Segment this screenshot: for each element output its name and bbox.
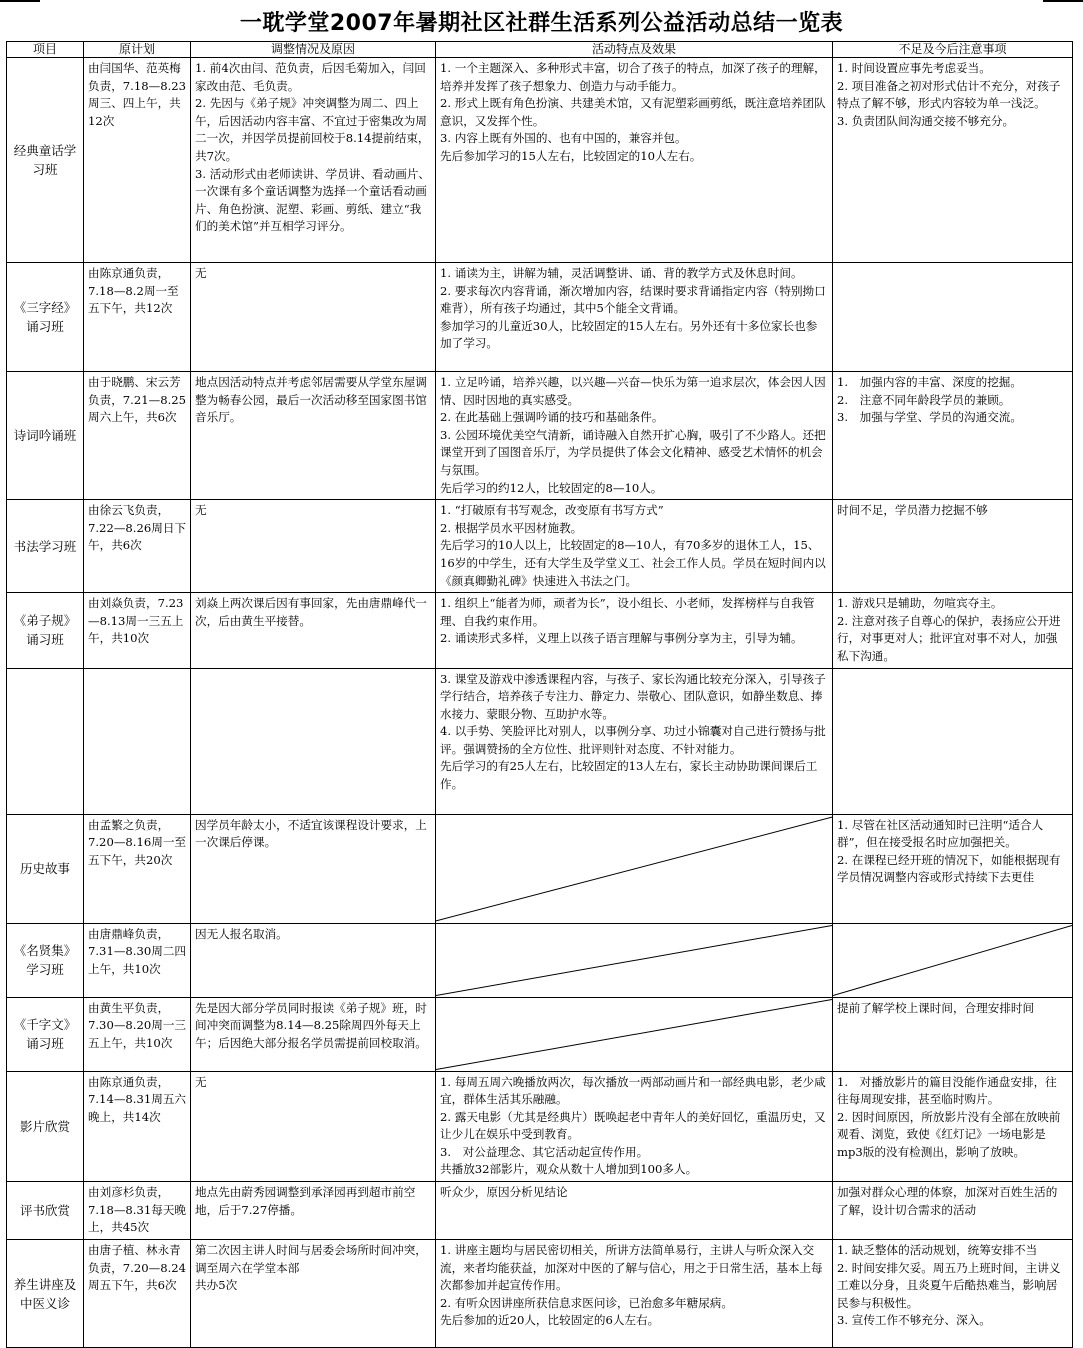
issues-line: 2. 项目准备之初对形式估计不充分，对孩子特点了解不够，形式内容较为单一浅泛。 [837, 78, 1061, 111]
effect-line: 1. “打破原有书写观念，改变原有书写方式” [440, 503, 664, 518]
table-row [7, 263, 1073, 372]
diagonal-strike [436, 998, 832, 1071]
cell-issues [833, 1071, 1073, 1182]
adjust-line: 先是因大部分学员同时报读《弟子规》班，时间冲突而调整为8.14—8.25除周四外每天上午；后因绝大部分报名学员需提前回校取消。 [195, 1000, 427, 1050]
cell-effect [436, 997, 833, 1071]
cell-item: 评书欣赏 [7, 1182, 84, 1240]
issues-line: 2. 注意不同年龄段学员的兼顾。 [837, 392, 1011, 407]
diagonal-strike [833, 924, 1072, 997]
cell-issues [833, 1182, 1073, 1240]
issues-line: 加强对群众心理的体察，加深对百姓生活的了解，设计切合需求的活动 [837, 1185, 1058, 1217]
cell-adjust [191, 923, 436, 997]
cell-adjust [191, 372, 436, 500]
cell-effect [436, 923, 833, 997]
corner-mark-right [1043, 0, 1083, 2]
cell-issues [833, 668, 1073, 814]
adjust-line: 1. 前4次由闫、范负责，后因毛菊加入，闫回家改由范、毛负责。 [195, 61, 426, 93]
cell-item: 书法学习班 [7, 500, 84, 593]
cell-issues [833, 593, 1073, 668]
table-row [7, 500, 1073, 593]
effect-line: 3. 课堂及游戏中渗透课程内容，与孩子、家长沟通比较充分深入，引导孩子学行结合，培养孩子专注力、静定力、崇敬心、团队意识，如静坐数息、捧水接力、蒙眼分物、互助护水等。 [440, 671, 826, 721]
cell-issues [833, 372, 1073, 500]
cell-plan: 由于晓鹏、宋云芳负责，7.21—8.25周六上午，共6次 [84, 372, 191, 500]
table-row [7, 58, 1073, 263]
issues-line: 1. 时间设置应事先考虑妥当。 [837, 61, 991, 75]
cell-item: 影片欣赏 [7, 1071, 84, 1182]
effect-line: 2. 形式上既有角色扮演、共建美术馆，又有泥塑彩画剪纸，既注意培养团队意识，又发挥个性。 [440, 96, 826, 128]
header-plan: 原计划 [84, 42, 191, 58]
adjust-line: 地点先由蔚秀园调整到承泽园再到超市前空地，后于7.27停播。 [195, 1185, 416, 1217]
effect-line: 3. 内容上既有外国的、也有中国的，兼容并包。 [440, 131, 687, 146]
cell-adjust [191, 668, 436, 814]
issues-line: 1. 对播放影片的篇目没能作通盘安排，往往每周现安排，甚至临时购片。 [837, 1074, 1057, 1107]
diagonal-strike [436, 924, 832, 997]
effect-line: 先后学习的有25人左右，比较固定的13人左右，家长主动协助课间课后工作。 [440, 759, 818, 792]
effect-line: 先后参加学习的15人左右，比较固定的10人左右。 [440, 148, 702, 163]
effect-line: 2. 露天电影（尤其是经典片）既唤起老中青年人的美好回忆，重温历史，又让少儿在娱乐中受到教育。 [440, 1109, 826, 1142]
cell-effect [436, 1071, 833, 1182]
effect-line: 2. 要求每次内容背诵，渐次增加内容，结课时要求背诵指定内容（特别拗口难背），所有孩子均通过，其中5个能全文背诵。 [440, 283, 826, 316]
issues-line: 2. 时间安排欠妥。周五乃上班时间，主讲义工难以分身，且炎夏午后酷热难当，影响居民参与积极性。 [837, 1260, 1061, 1310]
cell-item: 诗词吟诵班 [7, 372, 84, 500]
cell-item: 经典童话学习班 [7, 58, 84, 263]
page-title: 一耽学堂2007年暑期社区社群生活系列公益活动总结一览表 [239, 11, 844, 36]
adjust-line: 无 [195, 1074, 207, 1089]
cell-item: 《弟子规》诵习班 [7, 593, 84, 668]
cell-plan: 由闫国华、范英梅负责，7.18—8.23周三、四上午，共12次 [84, 58, 191, 263]
cell-item: 《千字文》诵习班 [7, 997, 84, 1071]
cell-issues [833, 997, 1073, 1071]
adjust-line: 刘焱上两次课后因有事回家，先由唐鼎峰代一次，后由黄生平接替。 [195, 596, 427, 628]
cell-item: 养生讲座及中医义诊 [7, 1240, 84, 1348]
header-item: 项目 [7, 42, 84, 58]
adjust-line: 共办5次 [195, 1278, 238, 1293]
issues-line: 1. 游戏只是辅助，勿喧宾夺主。 [837, 596, 1003, 611]
issues-line: 1. 尽管在社区活动通知时已注明“适合人群”，但在接受报名时应加强把关。 [837, 817, 1044, 850]
issues-line: 2. 在课程已经开班的情况下，如能根据现有学员情况调整内容或形式持续下去更佳 [837, 852, 1061, 885]
effect-line: 1. 组织上“能者为师，顽者为长”，设小组长、小老师，发挥榜样与自我管理、自我约束作用。 [440, 596, 815, 628]
adjust-line: 因学员年龄太小，不适宜该课程设计要求，上一次课后停课。 [195, 817, 427, 850]
effect-line: 3. 对公益理念、其它活动起宣传作用。 [440, 1144, 649, 1159]
cell-adjust [191, 500, 436, 593]
cell-plan: 由陈京通负责，7.18—8.2周一至五下午，共12次 [84, 263, 191, 372]
adjust-line: 无 [195, 266, 207, 280]
adjust-line: 2. 先因与《弟子规》冲突调整为周二、四上午，后因活动内容丰富、不宜过于密集改为周二一次，并因学员提前回校于8.14提前结束，共7次。 [195, 96, 430, 163]
cell-adjust [191, 1240, 436, 1348]
cell-effect [436, 1240, 833, 1348]
table-row [7, 1071, 1073, 1182]
cell-plan: 由唐鼎峰负责，7.31—8.30周二四上午，共10次 [84, 923, 191, 997]
header-effect: 活动特点及效果 [436, 42, 833, 58]
summary-table [6, 41, 1073, 1348]
cell-item: 历史故事 [7, 814, 84, 923]
cell-effect [436, 814, 833, 923]
effect-line: 1. 每周五周六晚播放两次，每次播放一两部动画片和一部经典电影，老少咸宜，群体生活其乐融融。 [440, 1074, 826, 1107]
cell-plan [84, 668, 191, 814]
cell-issues [833, 263, 1073, 372]
effect-line: 1. 讲座主题均与居民密切相关，所讲方法简单易行，主讲人与听众深入交流，来者均能获益，加深对中医的了解与信心，用之于日常生活，基本上每次都参加并起宣传作用。 [440, 1243, 823, 1293]
issues-line: 2. 注意对孩子自尊心的保护，表扬应公开进行，对事更对人；批评宜对事不对人，加强私下沟通。 [837, 613, 1061, 663]
table-row [7, 668, 1073, 814]
cell-effect [436, 58, 833, 263]
cell-adjust [191, 1071, 436, 1182]
effect-line: 2. 在此基础上强调吟诵的技巧和基础条件。 [440, 410, 664, 425]
cell-effect [436, 593, 833, 668]
cell-plan: 由刘彦杉负责，7.18—8.31每天晚上，共45次 [84, 1182, 191, 1240]
cell-item [7, 668, 84, 814]
effect-line: 3. 公园环境优美空气清新，诵诗融入自然开扩心胸，吸引了不少路人。还把课堂开到了国图音乐厅，为学员提供了体会文化精神、感受艺术情怀的机会与氛围。 [440, 427, 826, 477]
table-row [7, 923, 1073, 997]
issues-line: 1. 缺乏整体的活动规划，统筹安排不当 [837, 1243, 1038, 1258]
cell-item: 《三字经》诵习班 [7, 263, 84, 372]
issues-line: 3. 负责团队间沟通交接不够充分。 [837, 113, 1015, 128]
effect-line: 2. 有听众因讲座所获信息求医问诊，已治愈多年糖尿病。 [440, 1295, 733, 1310]
cell-adjust [191, 263, 436, 372]
cell-issues [833, 500, 1073, 593]
issues-line: 时间不足，学员潜力挖掘不够 [837, 503, 988, 518]
cell-adjust [191, 593, 436, 668]
cell-effect [436, 372, 833, 500]
cell-issues [833, 814, 1073, 923]
effect-line: 1. 立足吟诵，培养兴趣，以兴趣—兴奋—快乐为第一追求层次，体会因人因情、因时因地的真实感受。 [440, 375, 826, 407]
effect-line: 2. 根据学员水平因材施教。 [440, 520, 583, 535]
cell-plan: 由陈京通负责，7.14—8.31周五六晚上，共14次 [84, 1071, 191, 1182]
header-row [7, 42, 1073, 58]
cell-item: 《名贤集》学习班 [7, 923, 84, 997]
cell-plan: 由唐子植、林永青负责，7.20—8.24周五下午，共6次 [84, 1240, 191, 1348]
cell-issues [833, 58, 1073, 263]
header-adjust: 调整情况及原因 [191, 42, 436, 58]
effect-line: 共播放32部影片，观众从数十人增加到100多人。 [440, 1162, 698, 1177]
issues-line: 提前了解学校上课时间，合理安排时间 [837, 1000, 1035, 1015]
effect-line: 1. 诵读为主，讲解为辅，灵活调整讲、诵、背的教学方式及休息时间。 [440, 266, 803, 280]
effect-line: 1. 一个主题深入、多种形式丰富，切合了孩子的特点，加深了孩子的理解，培养并发挥了孩子想象力、创造力与动手能力。 [440, 61, 826, 93]
effect-line: 先后学习的约12人，比较固定的8—10人。 [440, 480, 663, 495]
cell-effect [436, 668, 833, 814]
cell-effect [436, 1182, 833, 1240]
effect-line: 听众少，原因分析见结论 [440, 1185, 568, 1200]
adjust-line: 3. 活动形式由老师读讲、学员讲、看动画片、一次课有多个童话调整为选择一个童话看动画片、角色扮演、泥塑、彩画、剪纸、建立“我们的美术馆”并互相学习评分。 [195, 166, 431, 234]
effect-line: 先后参加的近20人，比较固定的6人左右。 [440, 1313, 660, 1328]
effect-line: 2. 诵读形式多样，义理上以孩子语言理解与事例分享为主，引导为辅。 [440, 631, 803, 646]
effect-line: 参加学习的儿童近30人，比较固定的15人左右。另外还有十多位家长也参加了学习。 [440, 318, 818, 351]
table-row [7, 372, 1073, 500]
issues-line: 3. 宣传工作不够充分、深入。 [837, 1313, 991, 1328]
table-row [7, 1240, 1073, 1348]
header-issues: 不足及今后注意事项 [833, 42, 1073, 58]
cell-plan: 由徐云飞负责，7.22—8.26周日下午，共6次 [84, 500, 191, 593]
adjust-line: 第二次因主讲人时间与居委会场所时间冲突，调至周六在学堂本部 [195, 1243, 427, 1275]
issues-line: 2. 因时间原因，所放影片没有全部在放映前观看、浏览，致使《红灯记》一场电影是mp3版的没有检测出，影响了放映。 [837, 1109, 1061, 1159]
table-row [7, 593, 1073, 668]
cell-issues [833, 923, 1073, 997]
adjust-line: 无 [195, 503, 207, 518]
cell-plan: 由刘焱负责，7.23—8.13周一三五上午，共10次 [84, 593, 191, 668]
adjust-line: 地点因活动特点并考虑邻居需要从学堂东屋调整为畅春公园，最后一次活动移至国家图书馆音乐厅。 [195, 375, 427, 425]
table-row [7, 814, 1073, 923]
cell-adjust [191, 58, 436, 263]
issues-line: 1. 加强内容的丰富、深度的挖掘。 [837, 375, 1022, 389]
table-row [7, 1182, 1073, 1240]
cell-effect [436, 500, 833, 593]
adjust-line: 因无人报名取消。 [195, 926, 288, 941]
cell-issues [833, 1240, 1073, 1348]
effect-line: 4. 以手势、笑脸评比对别人，以事例分享、功过小锦囊对自己进行赞扬与批评。强调赞扬的全方位性、批评则针对态度、不针对能力。 [440, 724, 826, 756]
cell-adjust [191, 814, 436, 923]
cell-effect [436, 263, 833, 372]
cell-adjust [191, 997, 436, 1071]
effect-line: 先后学习的10人以上，比较固定的8—10人，有70多岁的退休工人，15、16岁的中学生，还有大学生及学堂义工、社会工作人员。学员在短时间内以《颜真卿勤礼碑》快速进入书法之门。 [440, 538, 826, 588]
cell-adjust [191, 1182, 436, 1240]
table-row [7, 997, 1073, 1071]
cell-plan: 由孟繁之负责，7.20—8.16周一至五下午，共20次 [84, 814, 191, 923]
cell-plan: 由黄生平负责，7.30—8.20周一三五上午，共10次 [84, 997, 191, 1071]
corner-mark-left [0, 0, 40, 2]
issues-line: 3. 加强与学堂、学员的沟通交流。 [837, 410, 1022, 425]
diagonal-strike [436, 815, 832, 923]
